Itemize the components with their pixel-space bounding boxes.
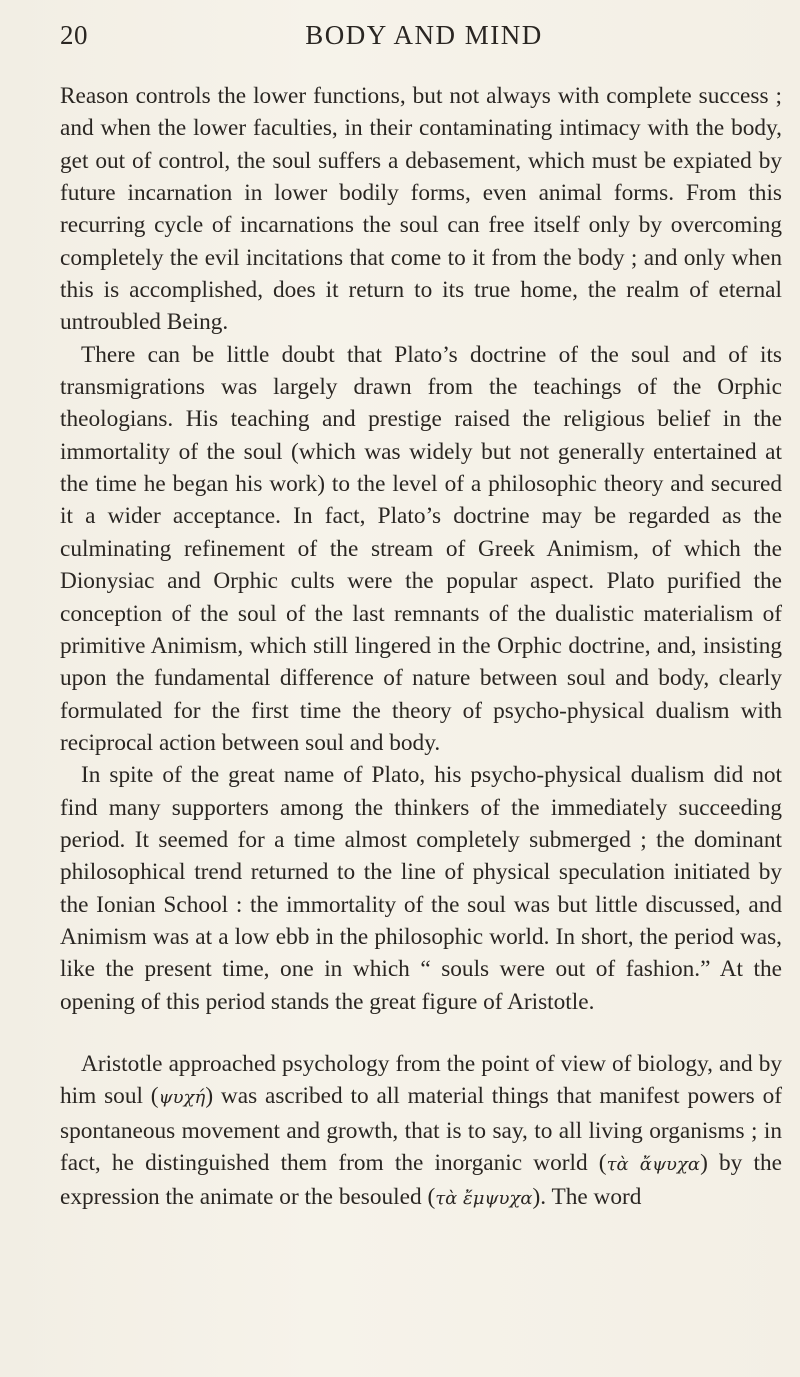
paragraph-3: In spite of the great name of Plato, his psycho-physical dualism did not find many supporters among the thinkers of the immediately succeeding period. It seemed for a time almost completely submerged ; the dominant philosophical trend returned to the line of physical speculation initiated by the Ionian School : the immortality of the soul was but little discussed, and Animism was at a low ebb in the philosophic world. In short, the period was, like the present time, one in which “ souls were out of fashion.” At the opening of this period stands the great figure of Aristotle. <box>60 762 782 1015</box>
paragraph-4-text-a: Aristotle approached psychology from the point of view of biology, and by him soul ( <box>60 1050 782 1110</box>
paragraph-1: Reason controls the lower functions, but not always with complete success ; and when the lower faculties, in their contaminating intimacy with the body, get out of control, the soul suffers a debasement, which must be expiated by future incarnation in lower bodily forms, even animal forms. From this recurring cycle of incarnations the soul can free itself only by overcoming completely the evil incitations that come to it from the body ; and only when this is accomplished, does it return to its true home, the realm of eternal untroubled Being. <box>60 83 782 336</box>
page-number: 20 <box>60 20 88 50</box>
paragraph-2: There can be little doubt that Plato’s doctrine of the soul and of its transmigrations was largely drawn from the teachings of the Orphic theologians. His teaching and prestige raised the religious belief in the immortality of the soul (which was widely but not generally entertained at the time he began his work) to the level of a philosophic theory and secured it a wider acceptance. In fact, Plato’s doctrine may be regarded as the culminating refinement of the stream of Greek Animism, of which the Dionysiac and Orphic cults were the popular aspect. Plato purified the conception of the soul of the last remnants of the dualistic materialism of primitive Animism, which still lingered in the Orphic doctrine, and, insisting upon the fundamental difference of nature between soul and body, clearly formulated for the first time the theory of psycho-physical dualism with reciprocal action between soul and body. <box>60 341 782 756</box>
greek-term-apsycha: τὰ ἄψυχα <box>606 1154 701 1175</box>
paragraph-4-text-c: ) by the expression the animate or the besouled ( <box>60 1150 782 1211</box>
running-head: BODY AND MIND <box>305 20 543 50</box>
greek-term-psyche: ψυχή <box>158 1087 206 1109</box>
paragraph-4 <box>60 1048 782 1216</box>
greek-term-empsycha: τὰ ἔμψυχα <box>435 1188 533 1210</box>
paragraph-4-text-b: ) was ascribed to all material things that manifest powers of spontaneous movement and growth, that is to say, to all living organisms ; in fact, he distinguished them from the inorganic world ( <box>60 1083 783 1176</box>
paragraph-4-text-d: ). The word <box>532 1184 642 1211</box>
page-header <box>60 18 780 58</box>
body-text <box>60 80 782 1216</box>
